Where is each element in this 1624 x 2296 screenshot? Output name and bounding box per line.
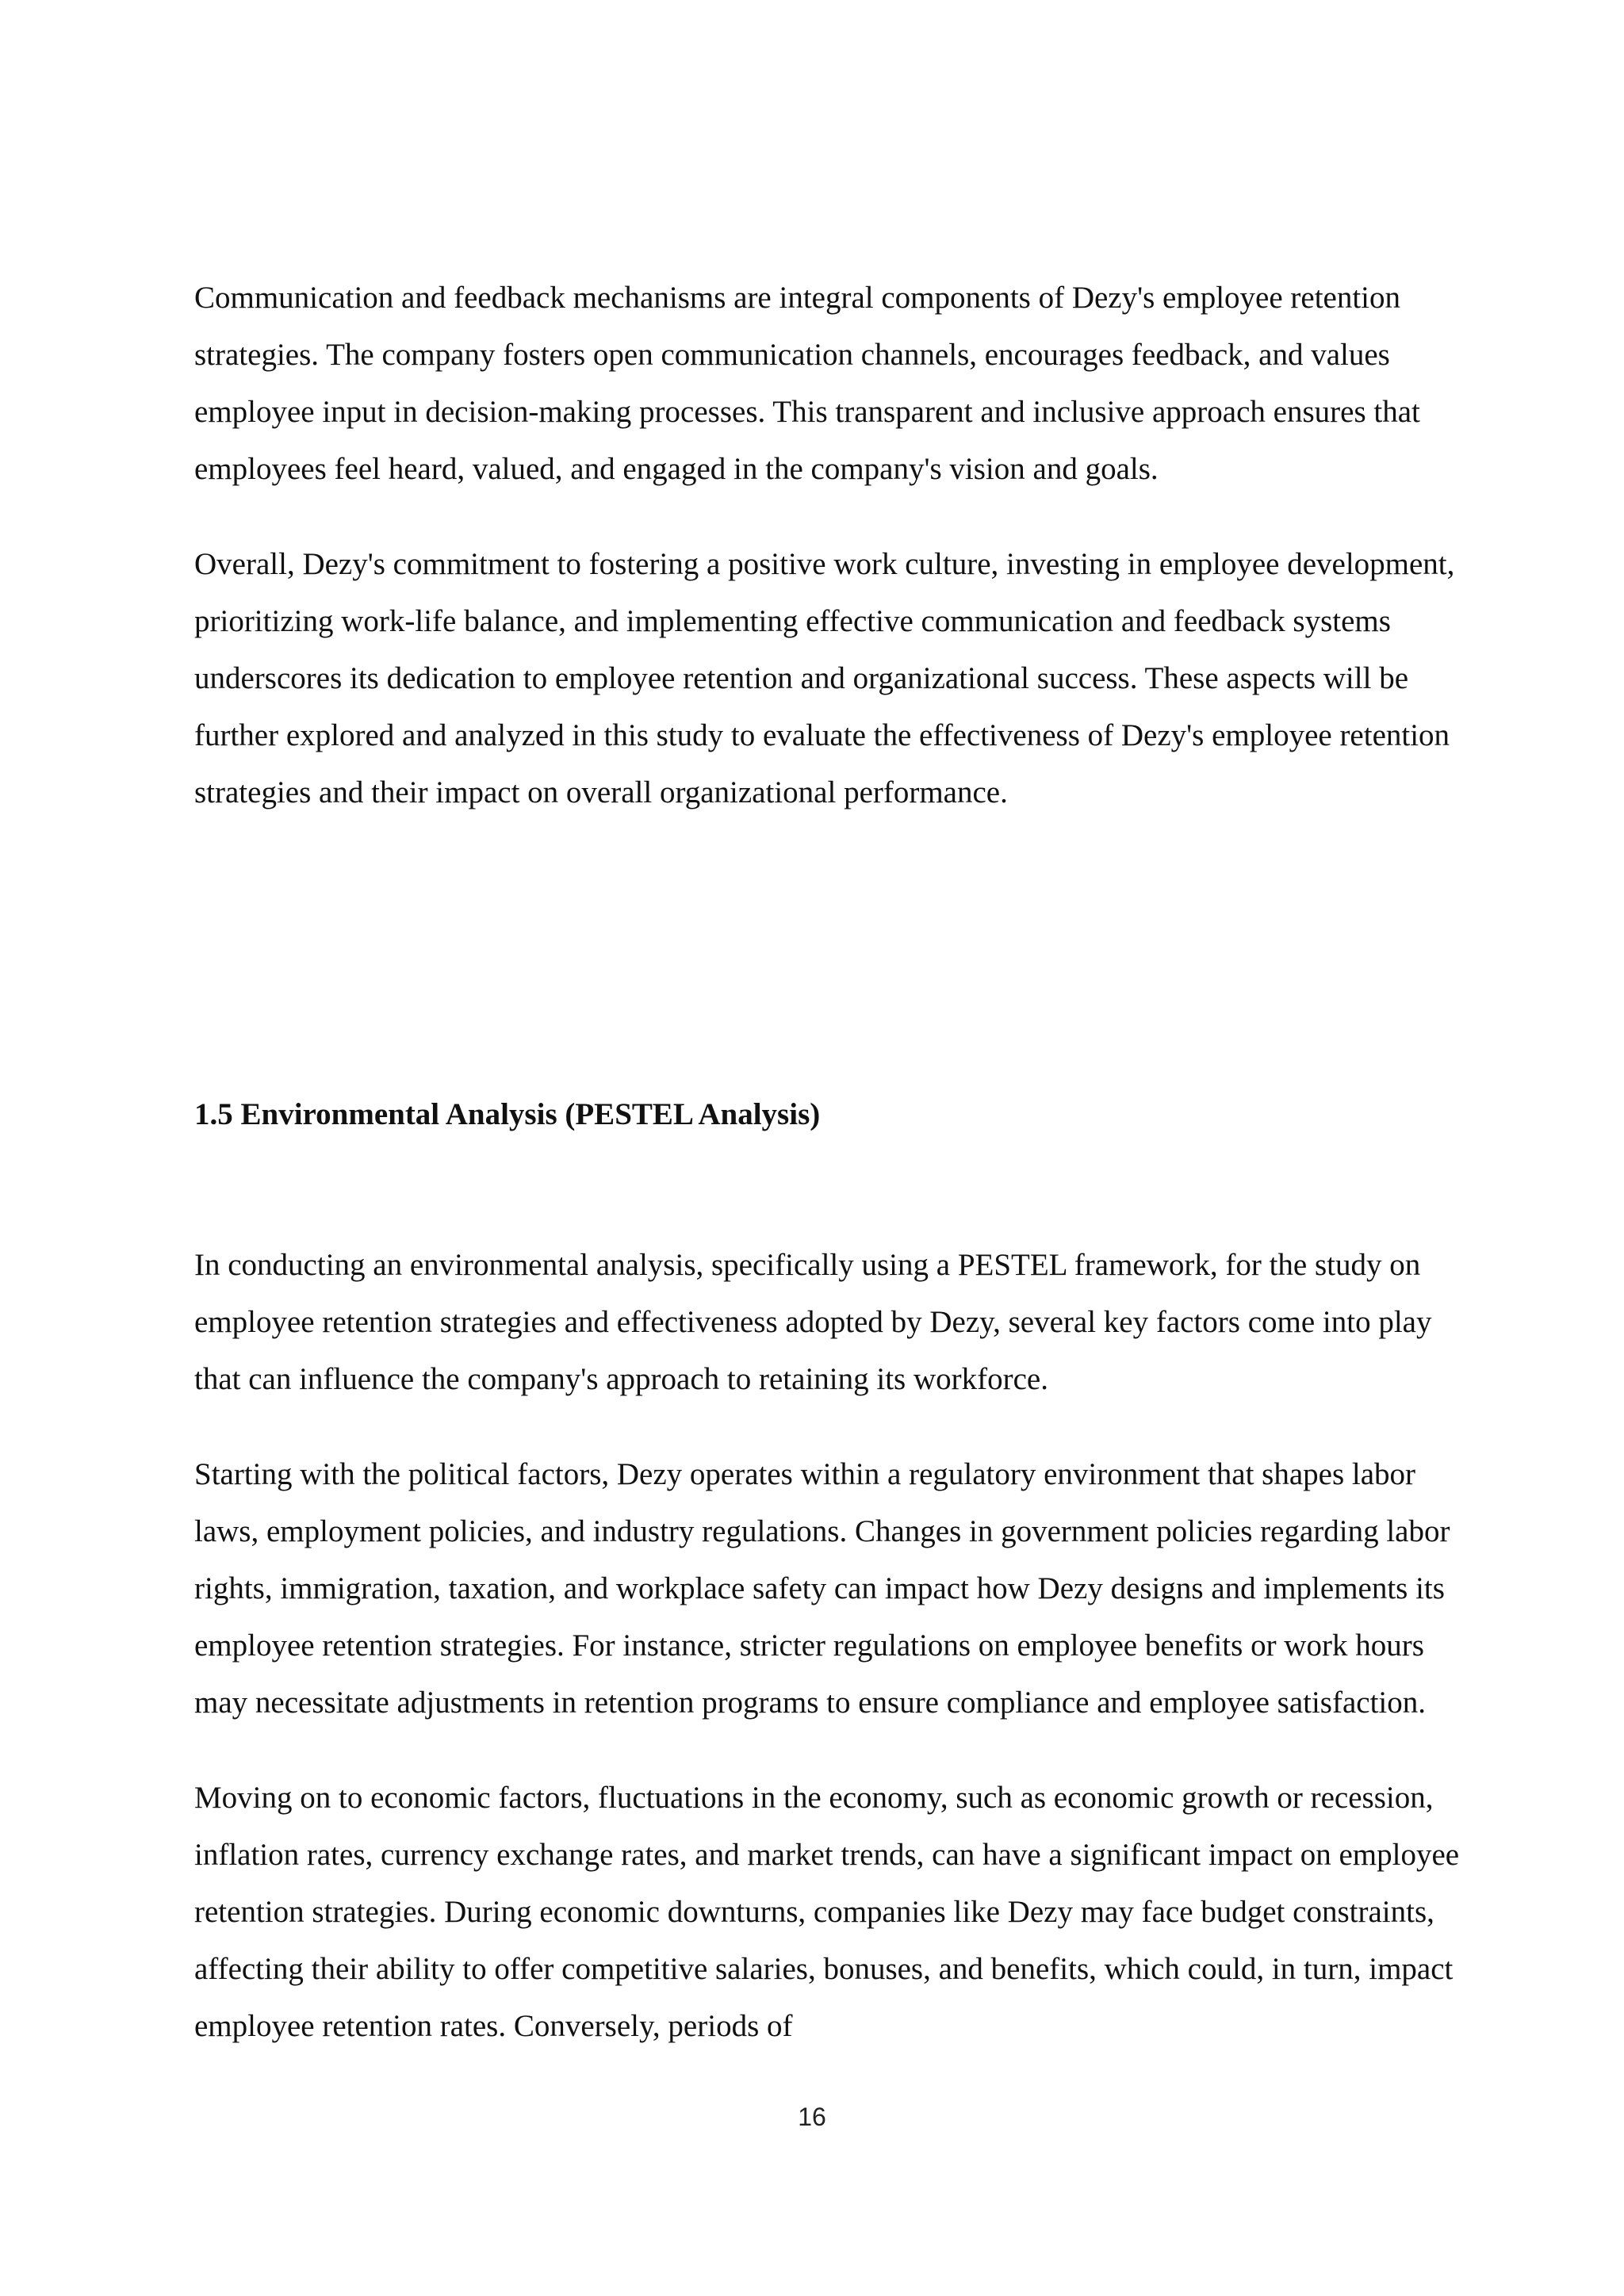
paragraph-communication-feedback: Communication and feedback mechanisms are integral components of Dezy's employee retention strategies. The company fosters open communication channels, encourages feedback, and values employee input in decision-making processes. This transparent and inclusive approach ensures that employees feel heard, valued, and engaged in the company's vision and goals. — [194, 281, 1420, 486]
paragraph-overall-commitment: Overall, Dezy's commitment to fostering a positive work culture, investing in employee development, prioritizing work-life balance, and implementing effective communication and feedback systems underscores its dedication to employee retention and organizational success. These aspects will be further explored and analyzed in this study to evaluate the effectiveness of Dezy's employee retention strategies and their impact on overall organizational performance. — [194, 547, 1455, 809]
section-heading: 1.5 Environmental Analysis (PESTEL Analysis) — [194, 1097, 821, 1131]
paragraph-political-factors: Starting with the political factors, Dezy operates within a regulatory environment that shapes labor laws, employment policies, and industry regulations. Changes in government policies regarding labor rights, immigration, taxation, and workplace safety can impact how Dezy designs and implements its employee retention strategies. For instance, stricter regulations on employee benefits or work hours may necessitate adjustments in retention programs to ensure compliance and employee satisfaction. — [194, 1457, 1450, 1720]
page-number: 16 — [798, 2103, 826, 2131]
paragraph-pestel-intro: In conducting an environmental analysis, specifically using a PESTEL framework, for the study on employee retention strategies and effectiveness adopted by Dezy, several key factors come into play that can influence the company's approach to retaining its workforce. — [194, 1248, 1432, 1396]
bottom-paragraphs — [194, 1237, 1463, 2093]
paragraph-economic-factors: Moving on to economic factors, fluctuations in the economy, such as economic growth or recession, inflation rates, currency exchange rates, and market trends, can have a significant impact on employee retention strategies. During economic downturns, companies like Dezy may face budget constraints, affecting their ability to offer competitive salaries, bonuses, and benefits, which could, in turn, impact employee retention rates. Conversely, periods of — [194, 1781, 1460, 2043]
top-paragraphs — [194, 270, 1463, 859]
